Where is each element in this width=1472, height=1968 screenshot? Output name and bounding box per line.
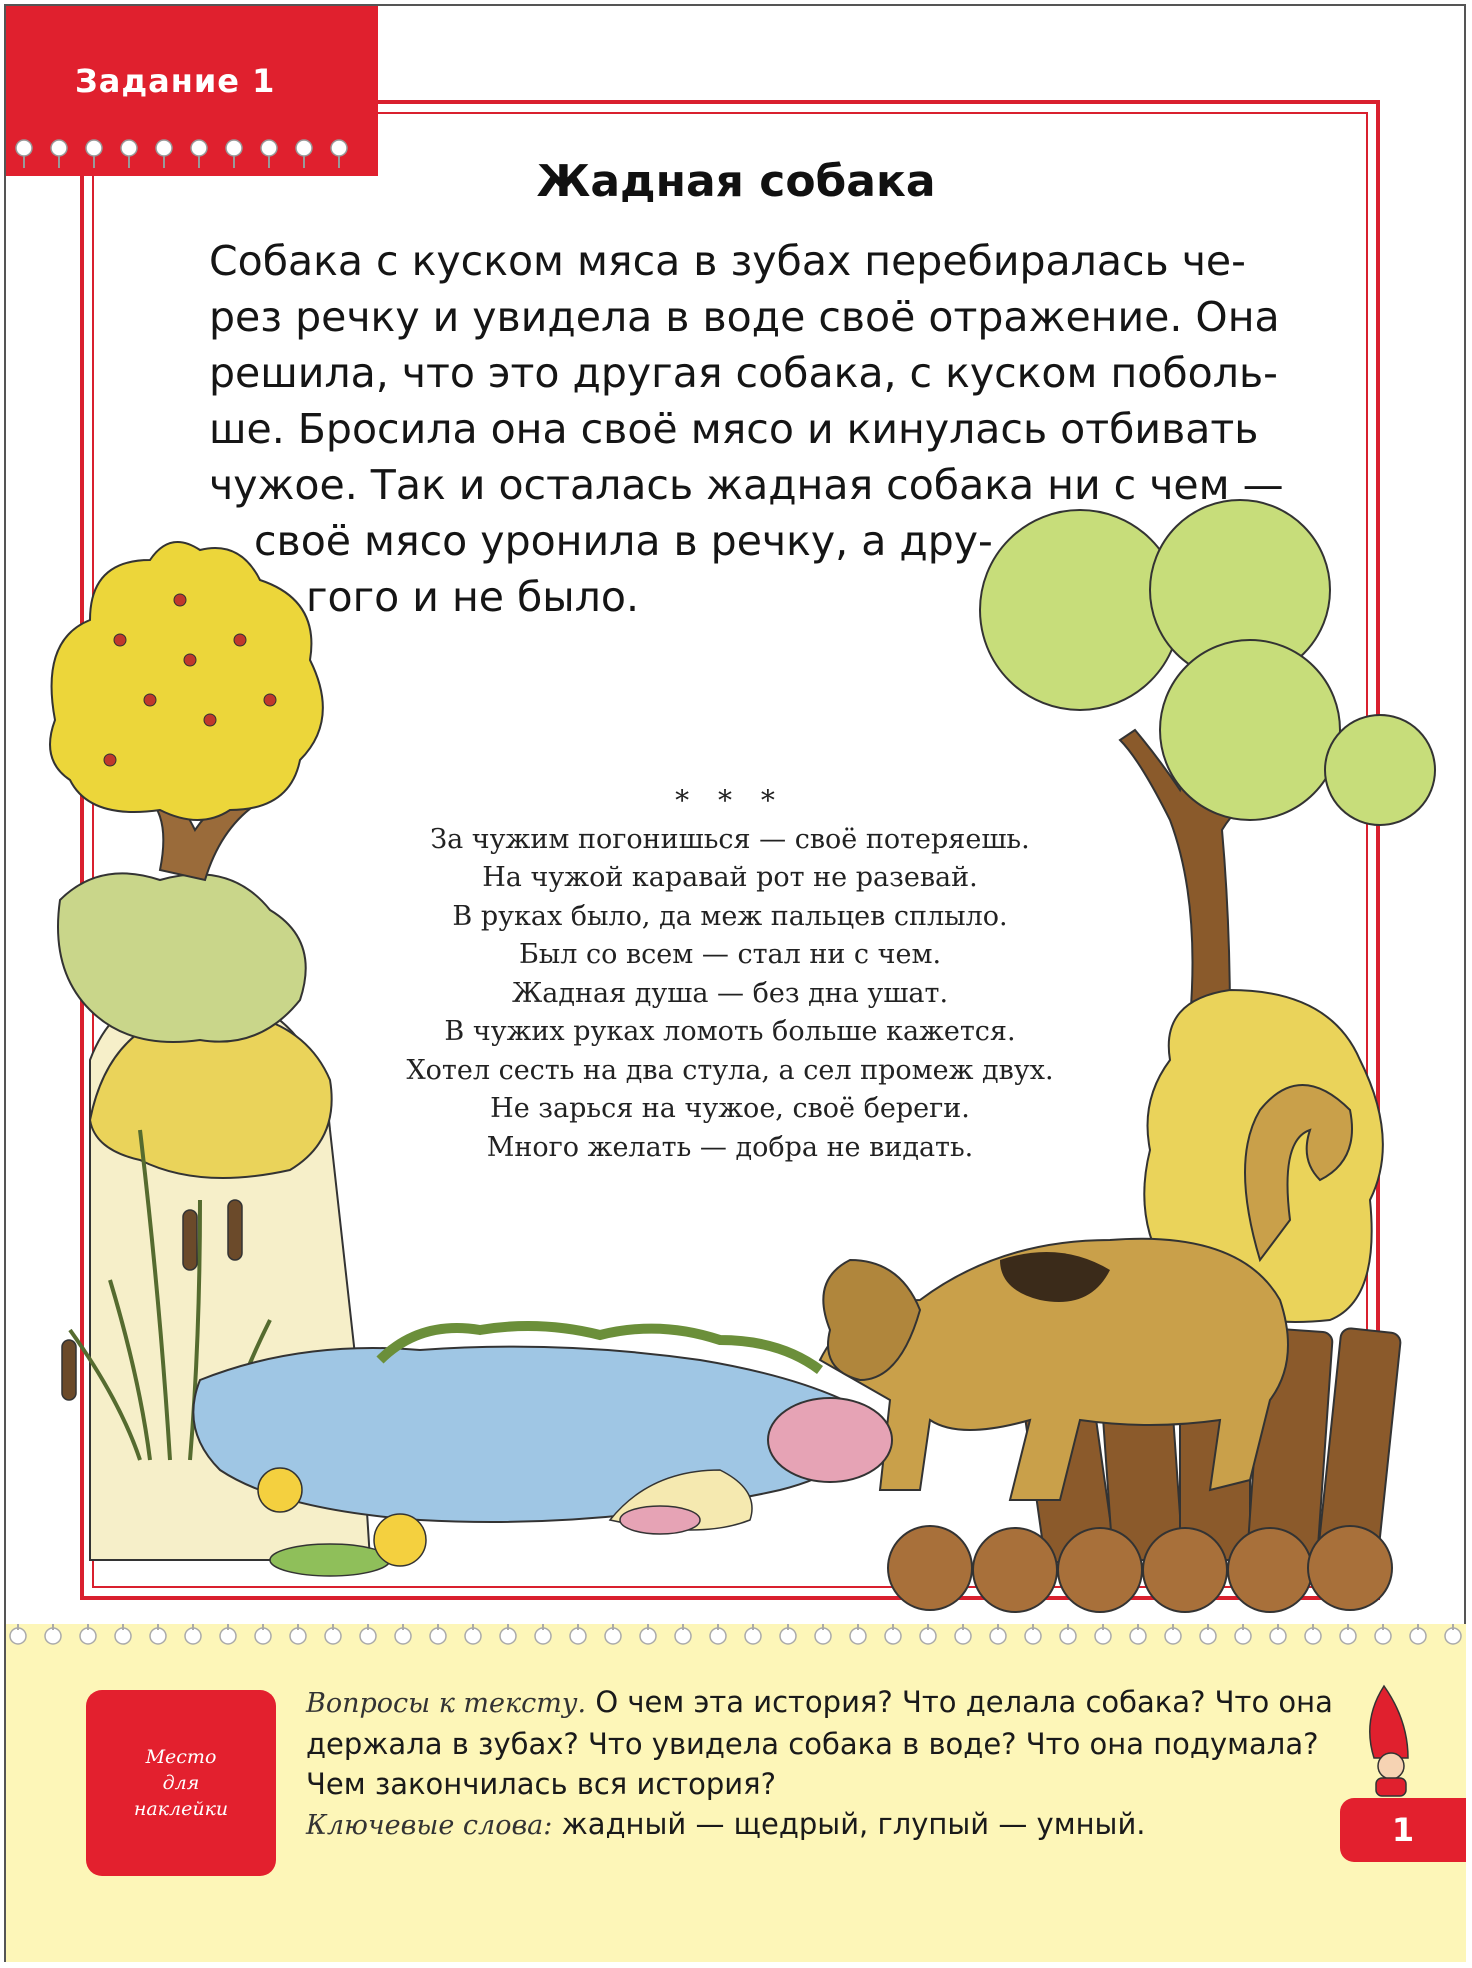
proverb-line: В руках было, да меж пальцев сплыло. — [452, 900, 1008, 932]
questions-text — [306, 1682, 1356, 1846]
binder-ring — [1025, 1628, 1041, 1644]
questions-lead: Вопросы к тексту. — [306, 1688, 587, 1719]
binder-ring — [395, 1628, 411, 1644]
story-line: решила, что это другая собака, с куском поболь- — [209, 349, 1278, 397]
keywords-lead: Ключевые слова: — [306, 1810, 553, 1841]
story-title: Жадная собака — [536, 156, 936, 207]
story-line: гого и не было. — [306, 573, 640, 621]
binder-ring — [1235, 1628, 1251, 1644]
binder-ring — [150, 1628, 166, 1644]
binder-ring — [1375, 1628, 1391, 1644]
binder-ring — [780, 1628, 796, 1644]
proverb-line: Хотел сесть на два стула, а сел промеж двух. — [406, 1054, 1054, 1086]
meat-reflection — [620, 1506, 700, 1534]
binder-ring — [1165, 1628, 1181, 1644]
binder-ring — [10, 1628, 26, 1644]
binder-ring — [850, 1628, 866, 1644]
binder-ring — [325, 1628, 341, 1644]
proverb-line: Не зарься на чужое, своё береги. — [490, 1093, 970, 1124]
binder-ring — [605, 1628, 621, 1644]
binder-ring — [1305, 1628, 1321, 1644]
binder-ring — [1410, 1628, 1426, 1644]
binder-ring — [430, 1628, 446, 1644]
gnome-icon — [1352, 1680, 1428, 1800]
proverb-line: За чужим погонишься — своё потеряешь. — [430, 823, 1030, 855]
binder-ring — [885, 1628, 901, 1644]
binder-rings-bottom — [0, 1620, 1472, 1660]
binder-ring — [1095, 1628, 1111, 1644]
binder-ring — [1200, 1628, 1216, 1644]
story-line: чужое. Так и осталась жадная собака ни с чем — — [209, 461, 1284, 509]
binder-ring — [640, 1628, 656, 1644]
binder-ring — [220, 1628, 236, 1644]
proverb-line: В чужих руках ломоть больше кажется. — [444, 1016, 1016, 1047]
binder-ring — [290, 1628, 306, 1644]
sticker-placeholder — [86, 1690, 276, 1876]
story-line: ше. Бросила она своё мясо и кинулась отбивать — [209, 405, 1259, 453]
meat-piece — [768, 1398, 892, 1482]
binder-ring — [1340, 1628, 1356, 1644]
binder-ring — [255, 1628, 271, 1644]
story-line: Собака с куском мяса в зубах перебиралась че- — [209, 237, 1246, 285]
proverb-line: Жадная душа — без дна ушат. — [511, 977, 949, 1009]
binder-ring — [815, 1628, 831, 1644]
proverb-line: На чужой каравай рот не разевай. — [482, 862, 978, 893]
proverbs-block — [300, 782, 1160, 1167]
left-green-bush — [58, 873, 306, 1042]
binder-ring — [80, 1628, 96, 1644]
binder-ring — [990, 1628, 1006, 1644]
binder-ring — [500, 1628, 516, 1644]
story-line: своё мясо уронила в речку, а дру- — [254, 517, 993, 565]
binder-ring — [535, 1628, 551, 1644]
binder-ring — [360, 1628, 376, 1644]
proverbs-separator: * * * — [675, 784, 785, 817]
binder-ring — [1060, 1628, 1076, 1644]
left-tree-crown — [50, 542, 323, 820]
sticker-label: Место — [145, 1746, 217, 1768]
binder-ring — [745, 1628, 761, 1644]
sticker-label: для — [162, 1772, 200, 1794]
binder-ring — [1445, 1628, 1461, 1644]
binder-ring — [115, 1628, 131, 1644]
binder-ring — [955, 1628, 971, 1644]
binder-ring — [920, 1628, 936, 1644]
sticker-label: наклейки — [133, 1798, 229, 1820]
binder-ring — [570, 1628, 586, 1644]
story-line: рез речку и увидела в воде своё отражение. Она — [209, 293, 1280, 341]
page-number: 1 — [1340, 1798, 1466, 1862]
binder-ring — [1130, 1628, 1146, 1644]
proverb-line: Был со всем — стал ни с чем. — [518, 939, 942, 970]
binder-ring — [185, 1628, 201, 1644]
binder-ring — [1270, 1628, 1286, 1644]
binder-ring — [675, 1628, 691, 1644]
right-tree-crowns — [980, 500, 1435, 825]
binder-ring — [45, 1628, 61, 1644]
keywords-body: жадный — щедрый, глупый — умный. — [561, 1807, 1146, 1841]
questions-body: О чем эта история? Что делала собака? Что она держала в зубах? Что увидела собака в воде? Что она подумала? Чем закончилась вся история? — [306, 1685, 1333, 1801]
proverb-line: Много желать — добра не видать. — [486, 1131, 974, 1163]
task-label: Задание 1 — [75, 62, 276, 100]
binder-ring — [710, 1628, 726, 1644]
binder-ring — [465, 1628, 481, 1644]
